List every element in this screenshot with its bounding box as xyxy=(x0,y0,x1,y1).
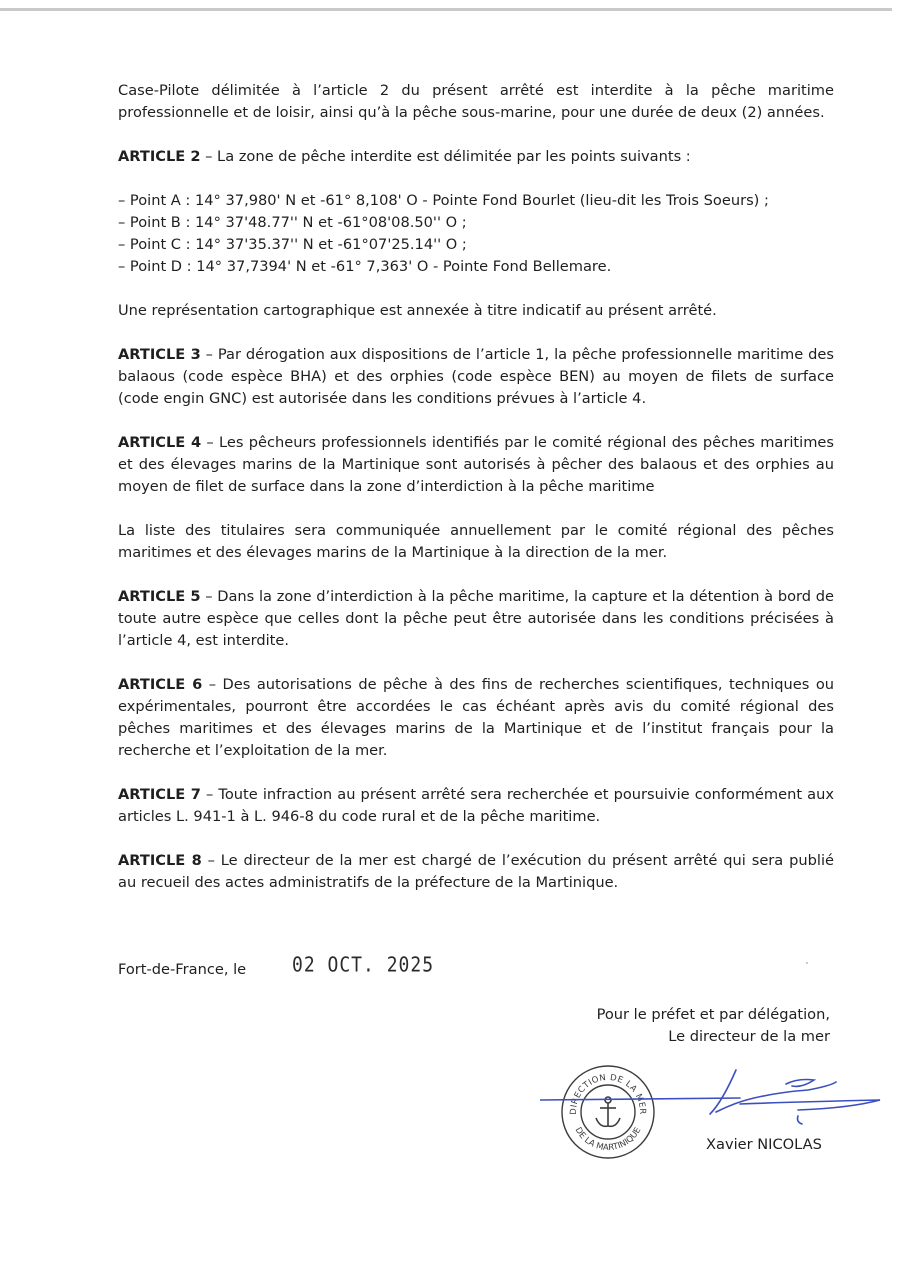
article-2-label: ARTICLE 2 xyxy=(118,148,201,165)
signature-stroke-main xyxy=(540,1098,740,1100)
article-3-label: ARTICLE 3 xyxy=(118,346,201,363)
article-4-label: ARTICLE 4 xyxy=(118,434,202,451)
place-label: Fort-de-France, le xyxy=(118,961,247,978)
article-6-paragraph xyxy=(118,674,834,762)
signer-name: Xavier NICOLAS xyxy=(706,1136,822,1153)
article-8-label: ARTICLE 8 xyxy=(118,852,202,869)
article-4-holders-paragraph: La liste des titulaires sera communiquée annuellement par le comité régional des pêches maritimes et des élevages marins de la Martinique à la direction de la mer. xyxy=(118,522,834,561)
page-top-rule xyxy=(0,8,892,11)
coordinate-points-list xyxy=(118,190,834,278)
article-4-paragraph xyxy=(118,432,834,498)
place-date-line xyxy=(118,953,518,983)
article-7-label: ARTICLE 7 xyxy=(118,786,201,803)
map-note: Une représentation cartographique est annexée à titre indicatif au présent arrêté. xyxy=(118,302,717,319)
article-6-text: – Des autorisations de pêche à des fins de recherches scientifiques, techniques ou expérimentales, pourront être accordées le cas échéant après avis du comité régional des pêches maritimes et des élevages marins de la Martinique et de l’institut français pour la recherche et l’exploitation de la mer. xyxy=(118,676,834,759)
handwritten-signature xyxy=(540,1062,885,1132)
signature-block xyxy=(597,1004,830,1048)
seal-text-bottom: DE LA MARTINIQUE xyxy=(572,1125,644,1154)
point-b: – Point B : 14° 37'48.77'' N et -61°08'08.50'' O ; xyxy=(118,214,467,231)
article-2-text: – La zone de pêche interdite est délimitée par les points suivants : xyxy=(200,148,691,165)
signer-role: Le directeur de la mer xyxy=(668,1028,830,1045)
point-c: – Point C : 14° 37'35.37'' N et -61°07'25.14'' O ; xyxy=(118,236,467,253)
point-d: – Point D : 14° 37,7394' N et -61° 7,363' O - Pointe Fond Bellemare. xyxy=(118,258,612,275)
article-5-text: – Dans la zone d’interdiction à la pêche maritime, la capture et la détention à bord de toute autre espèce que celles dont la pêche peut être autorisée dans les conditions précisées à l’article 4, est interdite. xyxy=(118,588,834,649)
article-8-paragraph xyxy=(118,850,834,894)
signature-stroke-slash xyxy=(710,1070,736,1114)
article-2-paragraph xyxy=(118,146,834,168)
article-5-paragraph xyxy=(118,586,834,652)
signature-stroke-tail xyxy=(740,1100,880,1110)
intro-paragraph: Case-Pilote délimitée à l’article 2 du présent arrêté est interdite à la pêche maritime professionnelle et de loisir, ainsi qu’à la pêche sous-marine, pour une durée de deux (2) années. xyxy=(118,82,834,121)
point-a: – Point A : 14° 37,980' N et -61° 8,108' O - Pointe Fond Bourlet (lieu-dit les Trois Soeurs) ; xyxy=(118,192,769,209)
document-body xyxy=(118,80,834,894)
article-4-text: – Les pêcheurs professionnels identifiés par le comité régional des pêches maritimes et des élevages marins de la Martinique sont autorisés à pêcher des balaous et des orphies au moyen de filet de surface dans la zone d’interdiction à la pêche maritime xyxy=(118,434,834,495)
scan-speck xyxy=(806,962,808,964)
signature-stroke-hook xyxy=(798,1116,803,1124)
article-5-label: ARTICLE 5 xyxy=(118,588,201,605)
date-stamp: 02 OCT. 2025 xyxy=(292,953,435,978)
article-8-text: – Le directeur de la mer est chargé de l’exécution du présent arrêté qui sera publié au recueil des actes administratifs de la préfecture de la Martinique. xyxy=(118,852,834,891)
signature-stroke-loop xyxy=(786,1080,814,1087)
article-7-paragraph xyxy=(118,784,834,828)
article-7-text: – Toute infraction au présent arrêté sera recherchée et poursuivie conformément aux articles L. 941-1 à L. 946-8 du code rural et de la pêche maritime. xyxy=(118,786,834,825)
article-3-text: – Par dérogation aux dispositions de l’article 1, la pêche professionnelle maritime des balaous (code espèce BHA) et des orphies (code espèce BEN) au moyen de filets de surface (code engin GNC) est autorisée dans les conditions prévues à l’article 4. xyxy=(118,346,834,407)
article-3-paragraph xyxy=(118,344,834,410)
article-6-label: ARTICLE 6 xyxy=(118,676,203,693)
delegation-line: Pour le préfet et par délégation, xyxy=(596,1006,830,1023)
seal-text-top: DIRECTION DE LA MER xyxy=(568,1072,648,1115)
signature-stroke-flow xyxy=(716,1082,836,1112)
